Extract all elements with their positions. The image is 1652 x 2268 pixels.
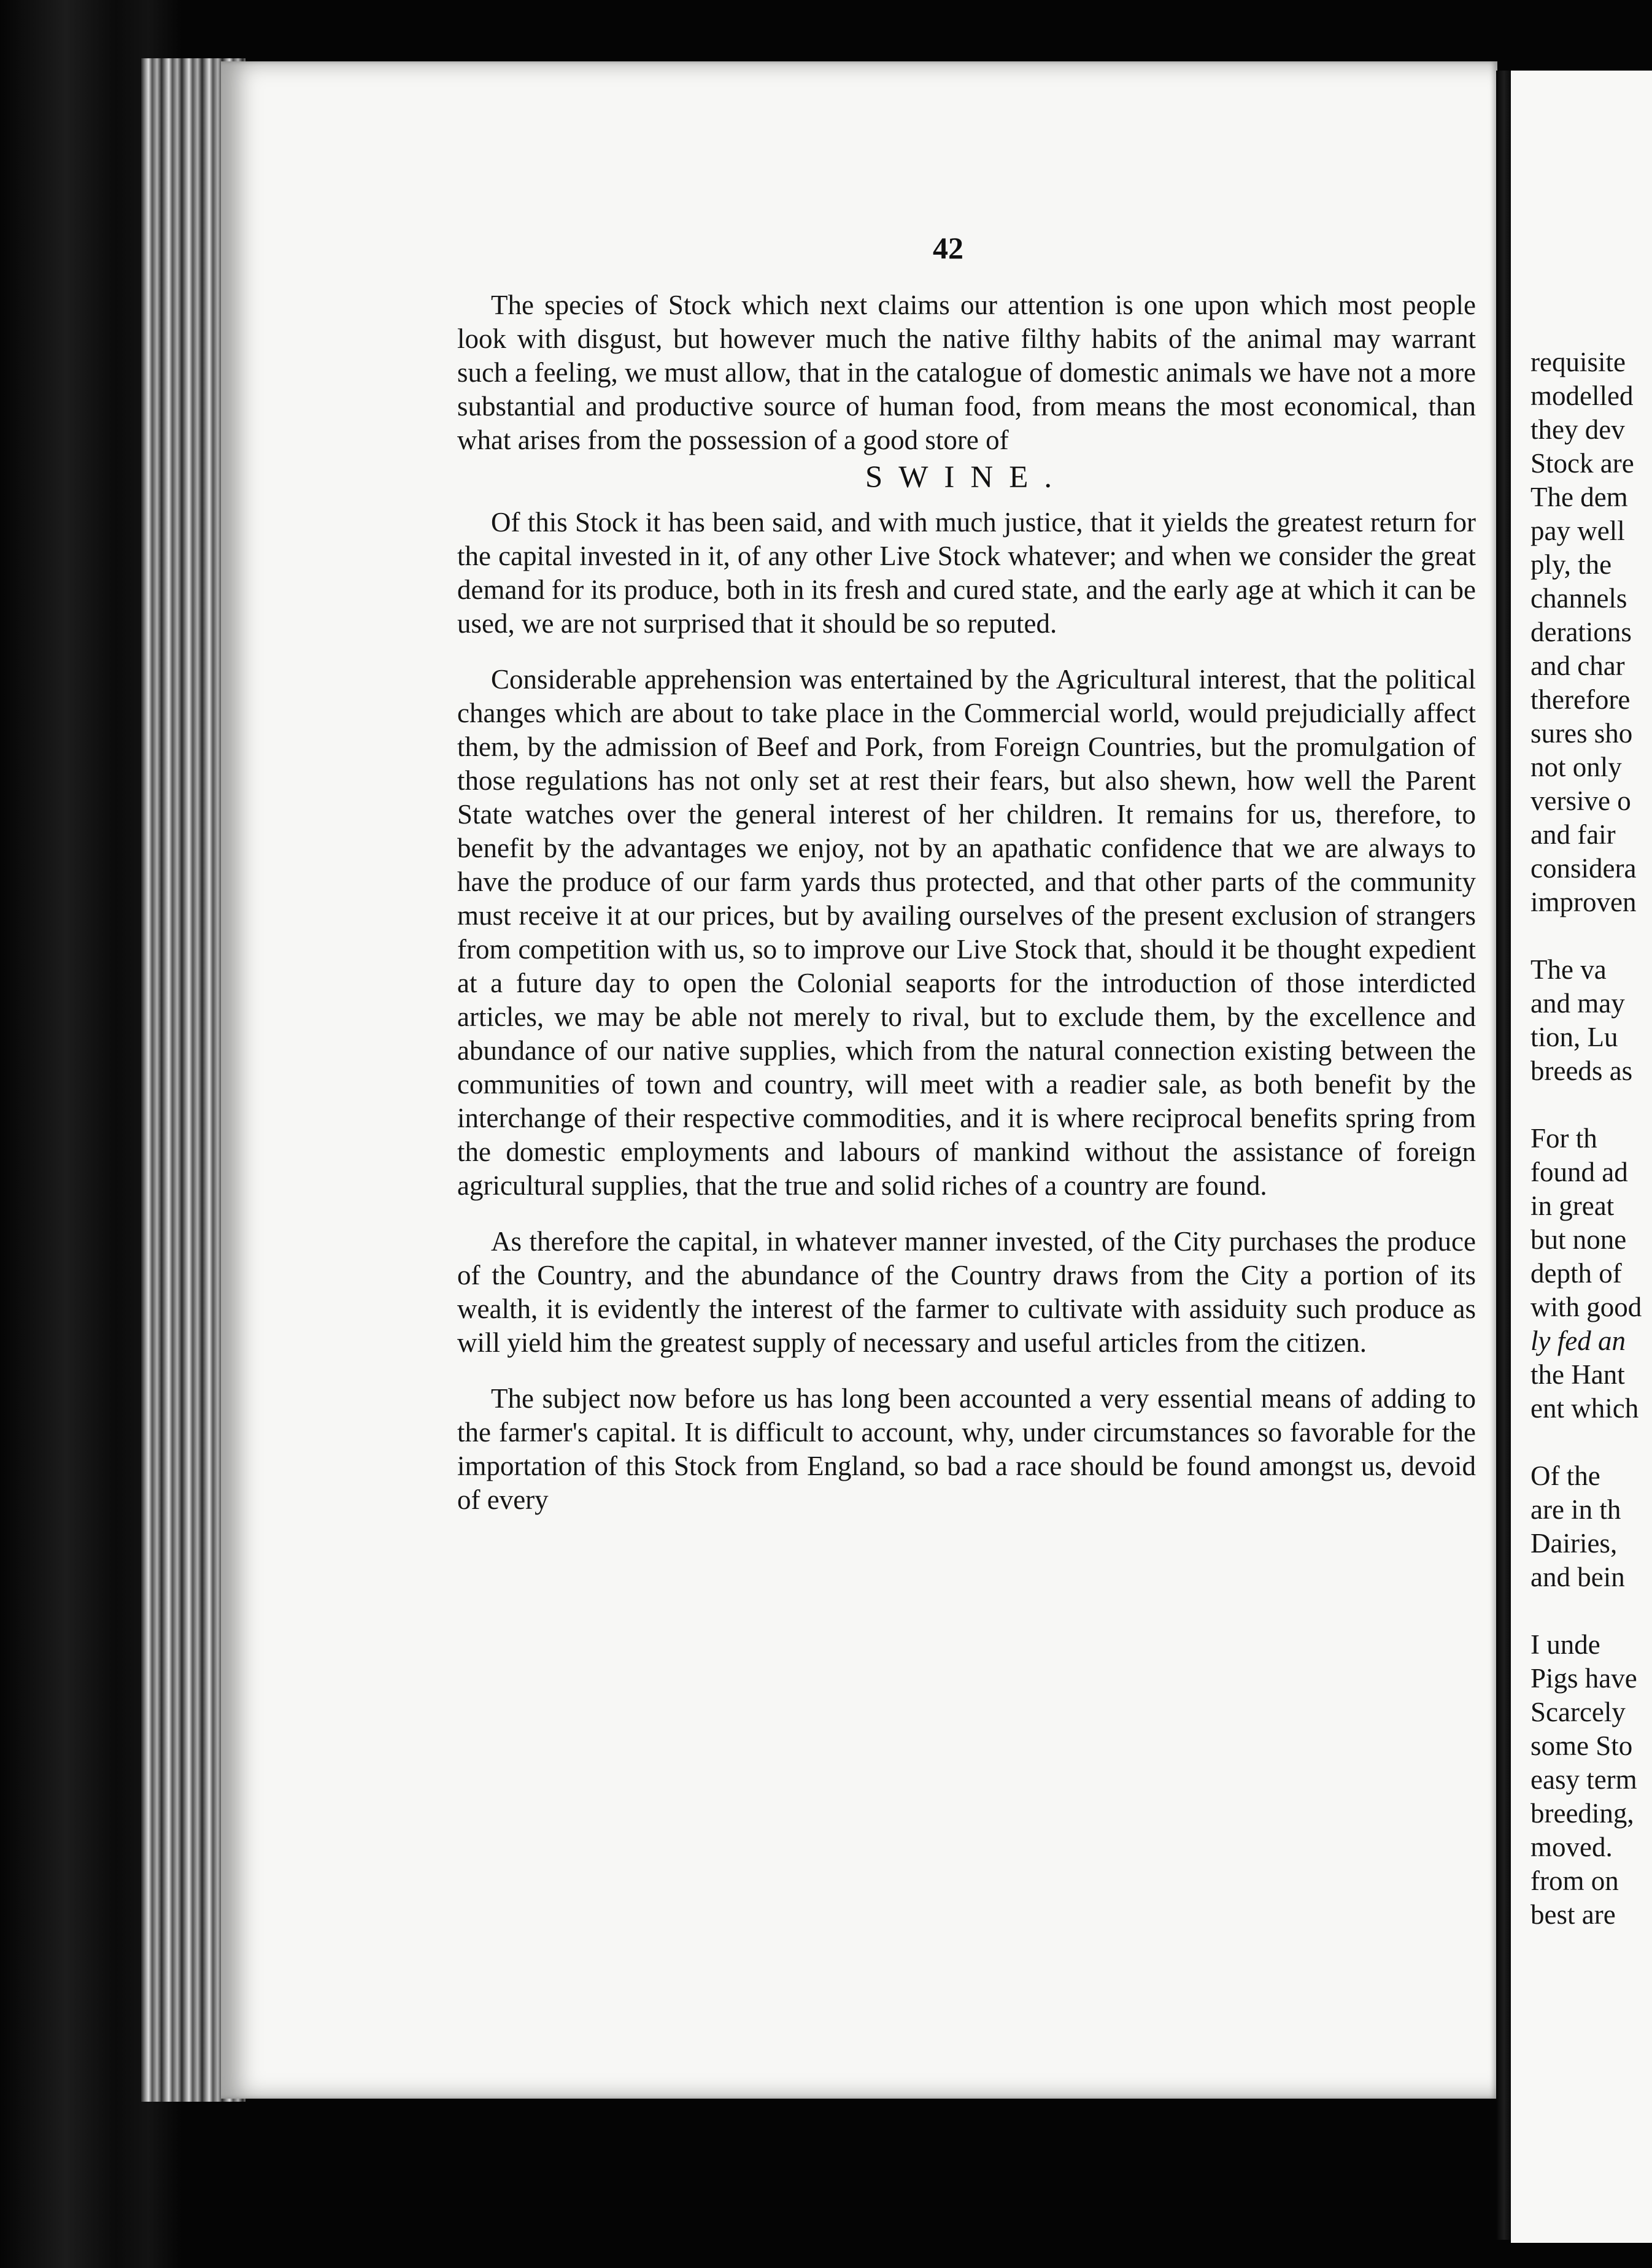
paragraph-2: Considerable apprehension was entertained by the Agricultural interest, that the political changes which are about to take place in the Commercial world, would prejudicially affect them, by the admission of Beef and Pork, from Foreign Countries, but the promulgation of those regulations has not only set at rest their fears, but also shewn, how well the Parent State watches over the general interest of her children. It remains for us, therefore, to benefit by the advantages we enjoy, not by an apathatic confidence that we are always to have the produce of our farm yards thus protected, and that other parts of the community must receive it at our prices, but by availing ourselves of the present exclusion of strangers from competition with us, so to improve our Live Stock that, should it be thought expedient at a future day to open the Colonial seaports for the introduction of those interdicted articles, we may be able not merely to rival, but to exclude them, by the excellence and abundance of our native supplies, which from the natural connection existing between the communities of town and country, will meet with a readier sale, as both benefit by the interchange of their respective commodities, and it is where reciprocal benefits spring from the domestic employments and labours of mankind without the assistance of foreign agricultural supplies, that the true and solid riches of a country are found. [457, 664, 1476, 1201]
right-page-line: I unde [1530, 1629, 1600, 1660]
right-page-line: and bein [1530, 1562, 1625, 1592]
intro-paragraph: The species of Stock which next claims our attention is one upon which most people look with disgust, but however much the native filthy habits of the animal may warrant such a feeling, we must allow, that in the catalogue of domestic animals we have not a more substantial and productive source of human food, from means the most economical, than what arises from the possession of a good store of [457, 290, 1476, 455]
right-page-paragraph-gap [1530, 1425, 1652, 1459]
right-page-partial [1511, 71, 1652, 2243]
right-page-line: and may [1530, 988, 1625, 1019]
right-page-line: Pigs have [1530, 1663, 1637, 1694]
right-page-line: Scarcely [1530, 1697, 1626, 1727]
right-page-line: the Hant [1530, 1359, 1625, 1390]
right-page-line: considera [1530, 853, 1637, 884]
right-page-paragraph-gap [1530, 1088, 1652, 1122]
right-page-paragraph-gap [1530, 919, 1652, 953]
paragraph-3: As therefore the capital, in whatever manner invested, of the City purchases the produce of the Country, and the abundance of the Country draws from the City a portion of its wealth, it is evidently the interest of the farmer to cultivate with assiduity such produce as will yield him the greatest supply of necessary and useful articles from the citizen. [457, 1226, 1476, 1358]
right-page-text-lines [1530, 345, 1652, 1932]
right-page-line: modelled [1530, 380, 1634, 411]
right-page-line: improven [1530, 887, 1637, 917]
section-heading-swine: SWINE. [865, 460, 1068, 495]
right-page-line: found ad [1530, 1157, 1628, 1187]
right-page-line: The va [1530, 954, 1607, 985]
right-page-line: are in th [1530, 1494, 1621, 1525]
right-page-line: tion, Lu [1530, 1022, 1618, 1052]
right-page-line: ent which [1530, 1393, 1639, 1424]
paragraph-4: The subject now before us has long been accounted a very essential means of adding to the farmer's capital. It is difficult to account, why, under circumstances so favorable for the importation of this Stock from England, so bad a race should be found amongst us, devoid of every [457, 1383, 1476, 1515]
main-text-column [457, 288, 1476, 1539]
right-page-line: sures sho [1530, 718, 1633, 749]
right-page-line: and char [1530, 650, 1625, 681]
right-page-line: and fair [1530, 819, 1616, 850]
right-page-line: but none [1530, 1224, 1627, 1255]
right-page-line: requisite [1530, 347, 1626, 377]
page-gutter-shadow [1496, 71, 1512, 2240]
right-page-line: ly fed an [1530, 1325, 1626, 1356]
right-page-line: breeds as [1530, 1055, 1633, 1086]
right-page-line: best are [1530, 1899, 1616, 1930]
right-page-line: channels [1530, 583, 1627, 614]
right-page-paragraph-gap [1530, 1594, 1652, 1628]
right-page-line: some Sto [1530, 1730, 1633, 1761]
right-page-line: versive o [1530, 785, 1631, 816]
paragraph-1: Of this Stock it has been said, and with much justice, that it yields the greatest return for the capital invested in it, of any other Live Stock whatever; and when we consider the great demand for its produce, both in its fresh and cured state, and the early age at which it can be used, we are not surprised that it should be so reputed. [457, 507, 1476, 639]
right-page-line: from on [1530, 1865, 1619, 1896]
right-page-line: Of the [1530, 1460, 1600, 1491]
right-page-line: they dev [1530, 414, 1625, 445]
right-page-line: moved. [1530, 1832, 1613, 1862]
right-page-line: Stock are [1530, 448, 1634, 479]
right-page-line: depth of [1530, 1258, 1622, 1289]
right-page-line: easy term [1530, 1764, 1637, 1795]
right-page-line: Dairies, [1530, 1528, 1618, 1559]
right-page-line: For th [1530, 1123, 1597, 1154]
right-page-line: pay well [1530, 515, 1625, 546]
right-page-line: with good [1530, 1292, 1642, 1322]
right-page-line: therefore [1530, 684, 1631, 715]
right-page-line: derations [1530, 617, 1632, 647]
right-page-line: ply, the [1530, 549, 1612, 580]
right-page-line: breeding, [1530, 1798, 1634, 1829]
right-page-line: not only [1530, 752, 1622, 782]
page-number: 42 [933, 231, 963, 265]
right-page-line: The dem [1530, 482, 1628, 512]
right-page-line: in great [1530, 1190, 1615, 1221]
